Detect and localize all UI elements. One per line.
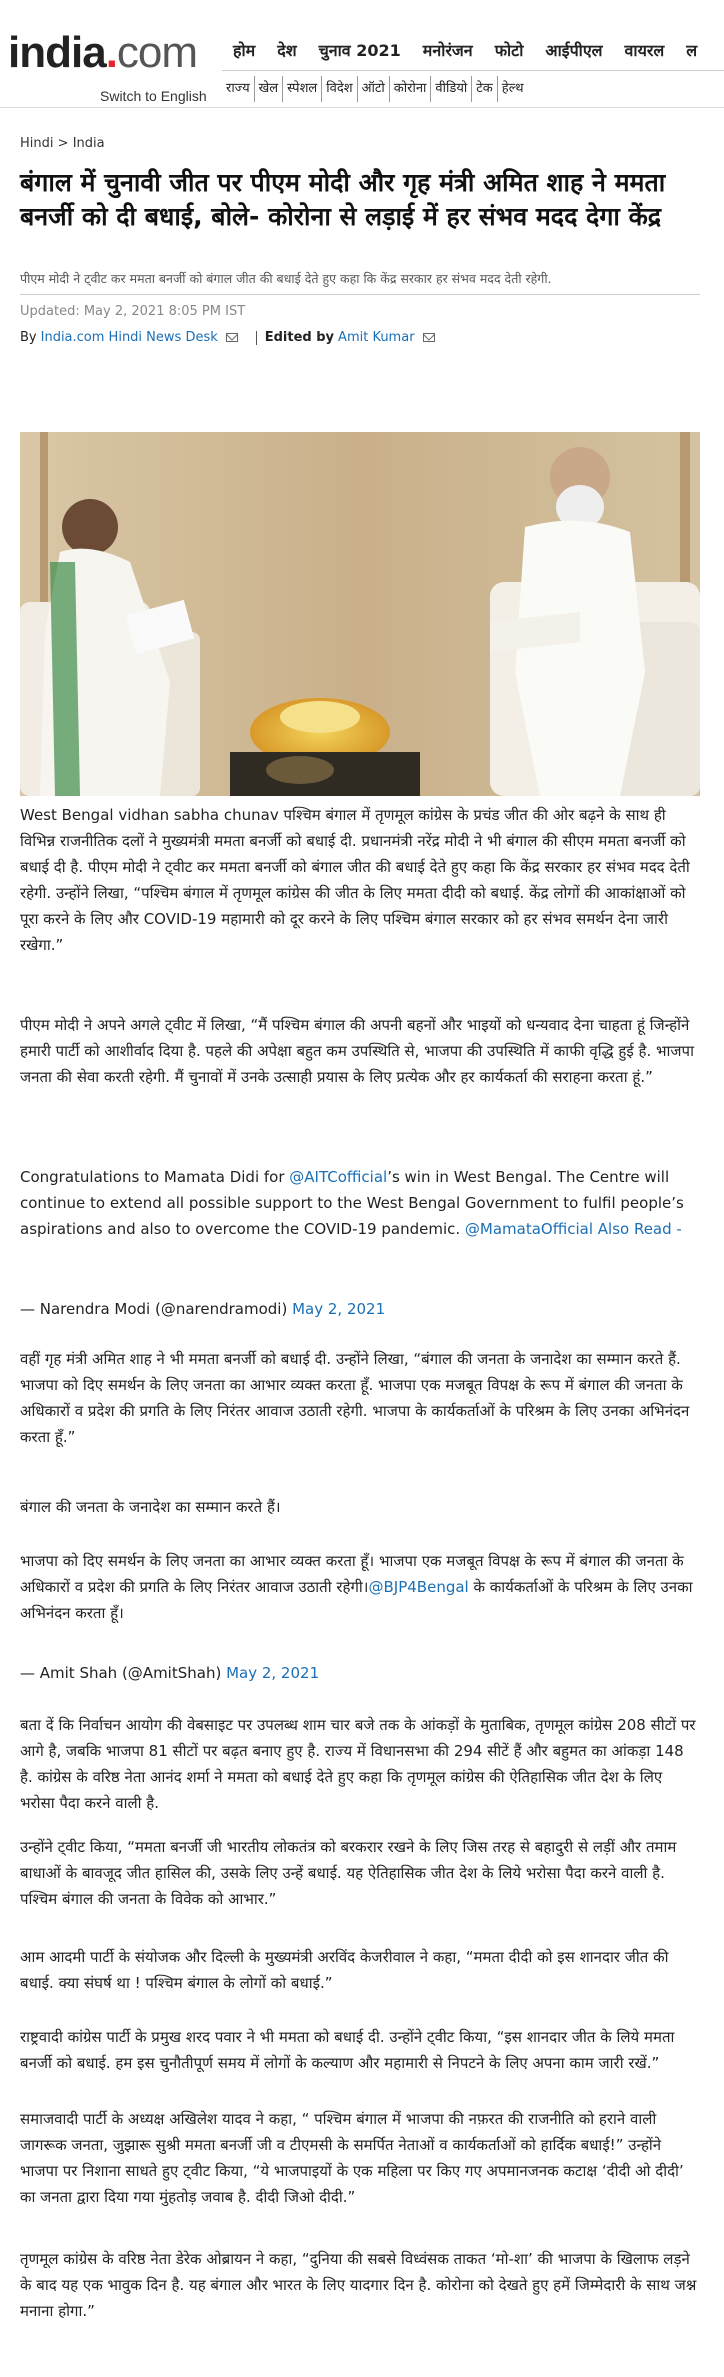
article-paragraph: तृणमूल कांग्रेस के वरिष्ठ नेता डेरेक ओब्रायन ने कहा, “दुनिया की सबसे विध्वंसक ताकत ‘मो-शा’ की भाजपा के खिलाफ लड़ने के बाद यह एक भावुक दिन है. यह बंगाल और भारत के लिए यादगार दिन है. कोरोना को देखते हुए हमें जिम्मेदारी के साथ जश्न मनाना होगा.” <box>20 2250 697 2320</box>
nav-item-home[interactable]: होम <box>233 41 256 60</box>
subnav-item-rajya[interactable]: राज्य <box>222 76 255 102</box>
tweet-text: के कार्यकर्ताओं के परिश्रम के लिए उनका अभिनंदन करता हूँ। <box>20 1578 693 1622</box>
article-paragraph: बता दें कि निर्वाचन आयोग की वेबसाइट पर उपलब्ध शाम चार बजे तक के आंकड़ों के मुताबिक, तृणमूल कांग्रेस 208 सीटों पर आगे है, जबकि भाजपा 81 सीटों पर बढ़त बनाए हुए है. राज्य में विधानसभा की 294 सीटें हैं और बहुमत का आंकड़ा 148 है. कांग्रेस के वरिष्ठ नेता आनंद शर्मा ने ममता को बधाई देते हुए कहा कि तृणमूल कांग्रेस की ऐतिहासिक जीत देश के लिए भरोसा पैदा करने वाली है. <box>20 1716 696 1812</box>
subnav-item-health[interactable]: हेल्थ <box>501 81 524 96</box>
article-title: बंगाल में चुनावी जीत पर पीएम मोदी और गृह मंत्री अमित शाह ने ममता बनर्जी को दी बधाई, बोले- कोरोना से लड़ाई में हर संभव मदद देगा केंद्र <box>20 168 666 231</box>
nav-item-manoranjan[interactable]: मनोरंजन <box>422 41 473 60</box>
tweet-date-link[interactable]: May 2, 2021 <box>226 1664 320 1682</box>
tweet-date-link[interactable]: May 2, 2021 <box>292 1300 386 1318</box>
sub-navigation <box>222 76 724 102</box>
nav-item-viral[interactable]: वायरल <box>624 41 665 60</box>
subnav-item-khel[interactable]: खेल <box>255 76 283 102</box>
breadcrumb <box>20 136 105 151</box>
article-paragraph: पीएम मोदी ने अपने अगले ट्वीट में लिखा, “मैं पश्चिम बंगाल की अपनी बहनों और भाइयों को धन्यवाद देना चाहता हूं जिन्होंने हमारी पार्टी को आशीर्वाद दिया है. पहले की अपेक्षा बहुत कम उपस्थिति से, भाजपा की उपस्थिति में काफी वृद्धि हुई है. भाजपा जनता की सेवा करती रहेगी. मैं चुनावों में उनके उत्साही प्रयास के लिए प्रत्येक और हर कार्यकर्ता की सराहना करता हूं.” <box>20 1016 694 1086</box>
article-summary: पीएम मोदी ने ट्वीट कर ममता बनर्जी को बंगाल जीत की बधाई देते हुए कहा कि केंद्र सरकार हर संभव मदद देती रहेगी. <box>20 270 700 295</box>
author-link[interactable]: India.com Hindi News Desk <box>40 330 218 345</box>
photo-illustration <box>20 432 700 796</box>
breadcrumb-home[interactable]: Hindi <box>20 136 54 151</box>
site-header <box>0 0 724 108</box>
tweet-handle-link[interactable]: @MamataOfficial <box>464 1220 593 1238</box>
logo-text[interactable]: india.com <box>8 28 198 77</box>
article-paragraph: राष्ट्रवादी कांग्रेस पार्टी के प्रमुख शरद पवार ने भी ममता को बधाई दी. उन्होंने ट्वीट किया, “इस शानदार जीत के लिये ममता बनर्जी को बधाई. हम इस चुनौतीपूर्ण समय में लोगों के कल्याण और महामारी से निपटने के लिए अपना काम जारी रखें.” <box>20 2028 675 2072</box>
by-label: By <box>20 330 37 345</box>
tweet-author: — Amit Shah (@AmitShah) <box>20 1664 227 1682</box>
byline-divider <box>256 331 257 345</box>
tweet-text: ’s win in West Bengal. The Centre will continue to extend all possible support to the West Bengal Government to fulfil people’s aspirations and also to overcome the COVID-19 pandemic. <box>20 1168 684 1238</box>
subnav-item-special[interactable]: स्पेशल <box>283 76 322 102</box>
editor-link[interactable]: Amit Kumar <box>338 330 415 345</box>
article-paragraph: समाजवादी पार्टी के अध्यक्ष अखिलेश यादव ने कहा, “ पश्चिम बंगाल में भाजपा की नफ़रत की राजनीति को हराने वाली जागरूक जनता, जुझारू सुश्री ममता बनर्जी जी व टीएमसी के समर्पित नेताओं व कार्यकर्ताओं को हार्दिक बधाई!” उन्होंने भाजपा पर निशाना साधते हुए ट्वीट किया, “ये भाजपाइयों के एक महिला पर किए गए अपमानजनक कटाक्ष ‘दीदी ओ दीदी’ का जनता द्वारा दिया गया मुंहतोड़ जवाब है. दीदी जिओ दीदी.” <box>20 2110 684 2206</box>
switch-language-link[interactable]: Switch to English <box>100 88 207 104</box>
tweet-text: Congratulations to Mamata Didi for <box>20 1168 290 1186</box>
nav-item-desh[interactable]: देश <box>277 41 297 60</box>
tweet-handle-link[interactable]: @BJP4Bengal <box>368 1578 469 1596</box>
embedded-tweet-modi <box>20 1164 700 1242</box>
nav-item-photo[interactable]: फोटो <box>494 41 524 60</box>
also-read-link[interactable]: Also Read - <box>593 1220 682 1238</box>
site-logo[interactable] <box>8 28 218 108</box>
subnav-item-tech[interactable]: टेक <box>472 76 498 102</box>
subnav-item-videsh[interactable]: विदेश <box>322 76 357 102</box>
subnav-item-video[interactable]: वीडियो <box>431 76 472 102</box>
nav-item-more[interactable]: ल <box>686 41 698 60</box>
nav-item-ipl[interactable]: आईपीएल <box>545 41 603 60</box>
edited-label: Edited by <box>264 330 335 345</box>
article-paragraph: उन्होंने ट्वीट किया, “ममता बनर्जी जी भारतीय लोकतंत्र को बरकरार रखने के लिए जिस तरह से बहादुरी से लड़ीं और तमाम बाधाओं के बावजूद जीत हासिल की, उसके लिए उन्हें बधाई. यह ऐतिहासिक जीत देश के लिये भरोसा पैदा करने वाली है. पश्चिम बंगाल की जनता के विवेक को आभार.” <box>20 1838 677 1908</box>
nav-divider <box>222 70 724 71</box>
embedded-tweet-shah-line: बंगाल की जनता के जनादेश का सम्मान करते हैं। <box>20 1498 281 1516</box>
tweet-signature <box>20 1296 700 1322</box>
top-navigation <box>222 36 724 66</box>
mail-icon[interactable] <box>423 333 435 342</box>
byline <box>20 330 445 345</box>
article-paragraph: West Bengal vidhan sabha chunav पश्चिम बंगाल में तृणमूल कांग्रेस के प्रचंड जीत की ओर बढ़ने के साथ ही विभिन्न राजनीतिक दलों ने मुख्यमंत्री ममता बनर्जी को बधाई दी. प्रधानमंत्री नरेंद्र मोदी ने भी बंगाल की सीएम ममता बनर्जी को बधाई दी है. पीएम मोदी ने ट्वीट कर ममता बनर्जी को बंगाल जीत की बधाई देते हुए कहा कि केंद्र सरकार हर संभव मदद देती रहेगी. उन्होंने लिखा, “पश्चिम बंगाल में तृणमूल कांग्रेस की जीत के लिए ममता दीदी को बधाई. केंद्र लोगों की आकांक्षाओं को पूरा करने के लिए और COVID-19 महामारी को दूर करने के लिए पश्चिम बंगाल सरकार को हर संभव समर्थन देना जारी रखेगा.” <box>20 806 690 954</box>
tweet-author: — Narendra Modi (@narendramodi) <box>20 1300 293 1318</box>
mail-icon[interactable] <box>226 333 238 342</box>
tweet-text: भाजपा को दिए समर्थन के लिए जनता का आभार व्यक्त करता हूँ। भाजपा एक मजबूत विपक्ष के रूप में बंगाल की जनता के अधिकारों व प्रदेश की प्रगति के लिए निरंतर आवाज उठाती रहेगी। <box>20 1552 684 1596</box>
breadcrumb-section[interactable]: India <box>72 136 105 151</box>
subnav-item-auto[interactable]: ऑटो <box>358 76 390 102</box>
updated-timestamp: Updated: May 2, 2021 8:05 PM IST <box>20 304 246 319</box>
article-paragraph: वहीं गृह मंत्री अमित शाह ने भी ममता बनर्जी को बधाई दी. उन्होंने लिखा, “बंगाल की जनता के जनादेश का सम्मान करते हैं. भाजपा को दिए समर्थन के लिए जनता का आभार व्यक्त करता हूँ. भाजपा एक मजबूत विपक्ष के रूप में बंगाल की जनता के अधिकारों व प्रदेश की प्रगति के लिए निरंतर आवाज उठाती रहेगी. भाजपा के कार्यकर्ताओं के परिश्रम के लिए उनका अभिनंदन करता हूँ.” <box>20 1350 690 1446</box>
embedded-tweet-shah <box>20 1548 700 1626</box>
tweet-signature <box>20 1660 700 1686</box>
breadcrumb-separator: > <box>57 136 69 151</box>
article-paragraph: आम आदमी पार्टी के संयोजक और दिल्ली के मुख्यमंत्री अरविंद केजरीवाल ने कहा, “ममता दीदी को इस शानदार जीत की बधाई. क्या संघर्ष था ! पश्चिम बंगाल के लोगों को बधाई.” <box>20 1948 669 1992</box>
tweet-handle-link[interactable]: @AITCofficial <box>289 1168 388 1186</box>
subnav-item-corona[interactable]: कोरोना <box>390 76 432 102</box>
nav-item-chunav[interactable]: चुनाव 2021 <box>318 41 401 60</box>
article-photo <box>20 432 700 796</box>
